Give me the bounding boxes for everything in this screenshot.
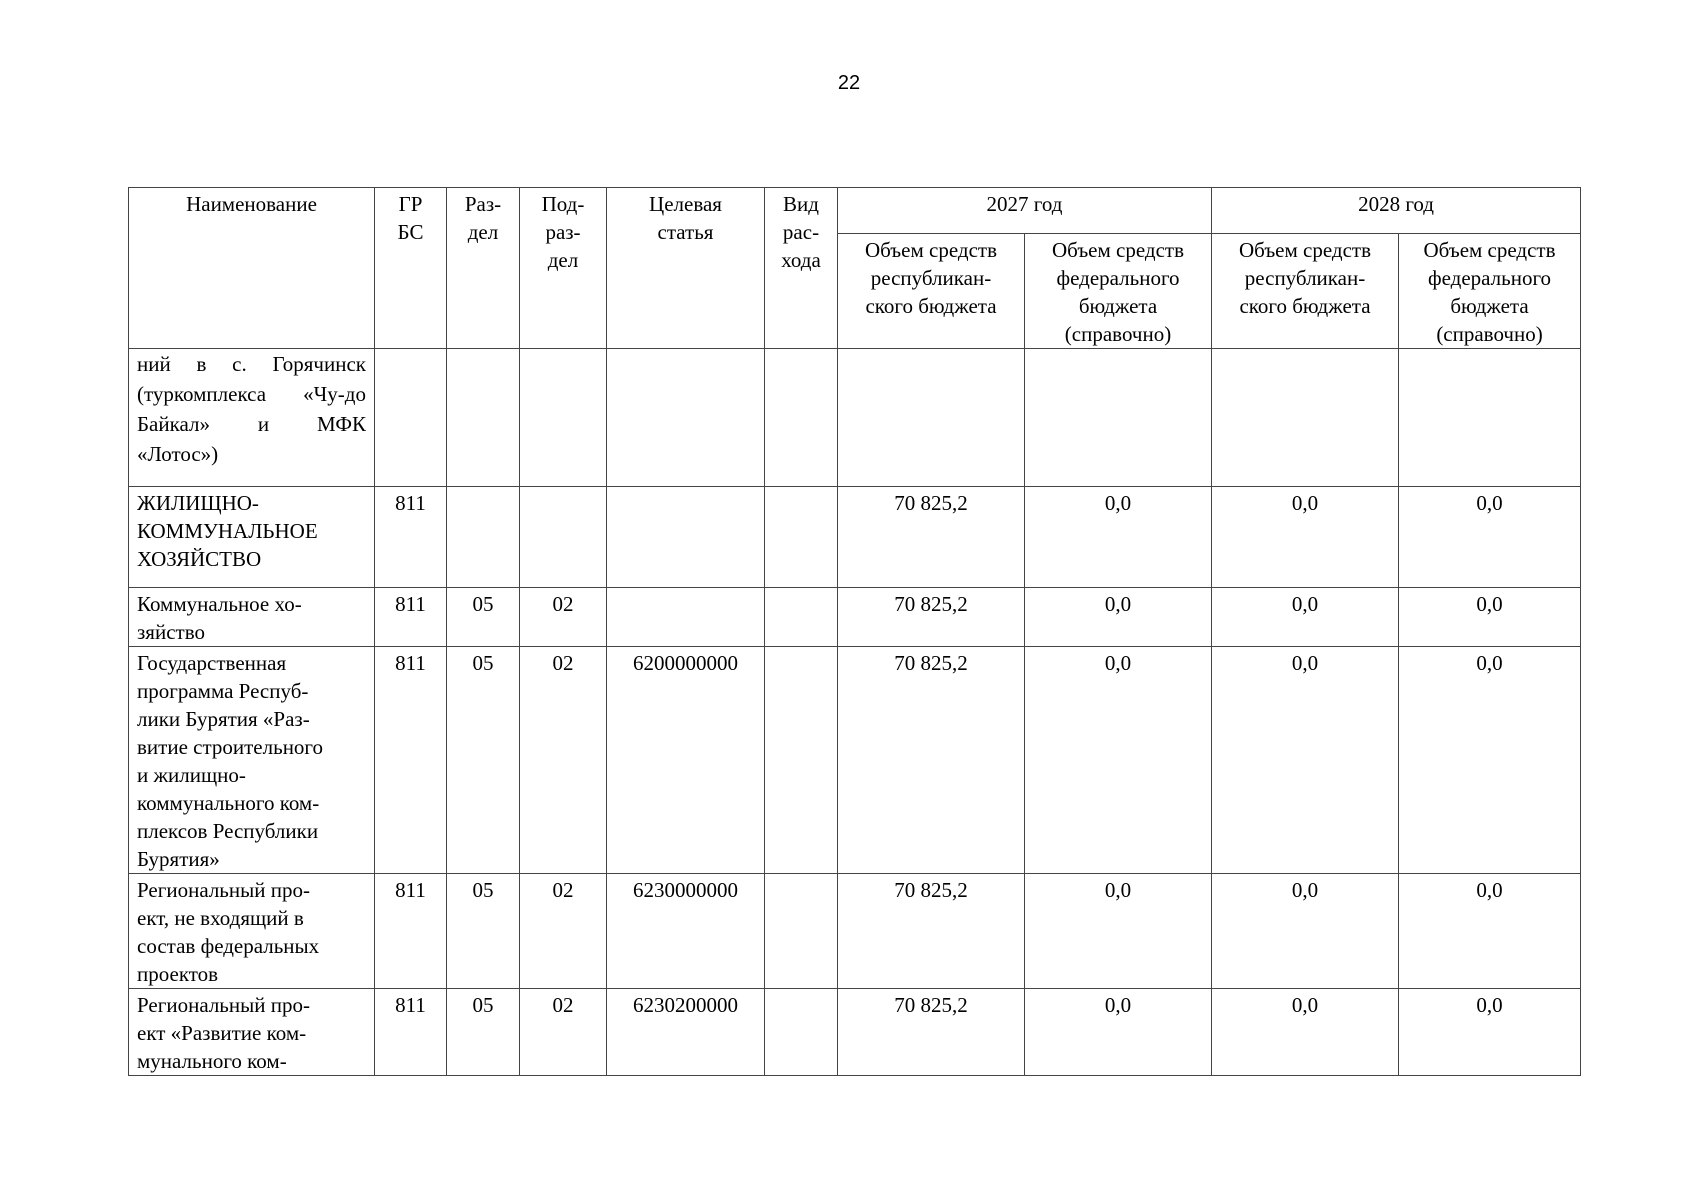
- row-grbs: 811: [375, 874, 447, 989]
- row-name: Коммунальное хо- зяйство: [129, 588, 375, 647]
- row-target: [607, 487, 765, 588]
- row-target: 6230200000: [607, 989, 765, 1076]
- row-fed-2027: 0,0: [1025, 874, 1212, 989]
- row-rep-2028: 0,0: [1212, 588, 1399, 647]
- row-fed-2027: 0,0: [1025, 487, 1212, 588]
- header-name: Наименование: [129, 188, 375, 349]
- row-fed-2027: [1025, 349, 1212, 487]
- row-rep-2027: 70 825,2: [838, 588, 1025, 647]
- header-rep-budget-2027: Объем средств республикан- ского бюджета: [838, 234, 1025, 349]
- header-grbs: ГР БС: [375, 188, 447, 349]
- row-razdel: 05: [447, 989, 520, 1076]
- row-grbs: 811: [375, 588, 447, 647]
- row-rep-2028: 0,0: [1212, 487, 1399, 588]
- row-target: 6230000000: [607, 874, 765, 989]
- table-row: [129, 874, 1581, 989]
- row-podrazdel: [520, 487, 607, 588]
- row-fed-2028: 0,0: [1399, 487, 1581, 588]
- row-podrazdel: 02: [520, 989, 607, 1076]
- row-podrazdel: 02: [520, 588, 607, 647]
- row-rep-2028: [1212, 349, 1399, 487]
- row-rep-2028: 0,0: [1212, 647, 1399, 874]
- header-podrazdel: Под- раз- дел: [520, 188, 607, 349]
- table-row: [129, 487, 1581, 588]
- header-year-2028: 2028 год: [1212, 188, 1581, 234]
- row-fed-2027: 0,0: [1025, 647, 1212, 874]
- row-fed-2027: 0,0: [1025, 588, 1212, 647]
- row-target: 6200000000: [607, 647, 765, 874]
- row-rep-2028: 0,0: [1212, 989, 1399, 1076]
- row-vid: [765, 874, 838, 989]
- table-row: [129, 989, 1581, 1076]
- page-number: 22: [837, 72, 861, 94]
- row-rep-2027: 70 825,2: [838, 647, 1025, 874]
- table-row: [129, 647, 1581, 874]
- row-name: ний в с. Горячинск (туркомплекса «Чу-до Байкал» и МФК «Лотос»): [129, 349, 375, 487]
- row-name: Региональный про- ект, не входящий в состав федеральных проектов: [129, 874, 375, 989]
- row-vid: [765, 487, 838, 588]
- row-grbs: 811: [375, 989, 447, 1076]
- header-row-1: [129, 188, 1581, 234]
- header-year-2027: 2027 год: [838, 188, 1212, 234]
- row-podrazdel: 02: [520, 874, 607, 989]
- header-expense-type: Вид рас- хода: [765, 188, 838, 349]
- row-grbs: 811: [375, 647, 447, 874]
- row-razdel: [447, 349, 520, 487]
- row-podrazdel: 02: [520, 647, 607, 874]
- row-podrazdel: [520, 349, 607, 487]
- row-vid: [765, 349, 838, 487]
- header-razdel: Раз- дел: [447, 188, 520, 349]
- row-fed-2028: 0,0: [1399, 989, 1581, 1076]
- row-razdel: 05: [447, 647, 520, 874]
- header-fed-budget-2027: Объем средств федерального бюджета (справочно): [1025, 234, 1212, 349]
- row-vid: [765, 647, 838, 874]
- row-name: ЖИЛИЩНО- КОММУНАЛЬНОЕ ХОЗЯЙСТВО: [129, 487, 375, 588]
- row-name: Государственная программа Респуб- лики Бурятия «Раз- витие строительного и жилищно- коммунального ком- плексов Республики Бурятия»: [129, 647, 375, 874]
- row-fed-2027: 0,0: [1025, 989, 1212, 1076]
- row-razdel: [447, 487, 520, 588]
- row-rep-2027: 70 825,2: [838, 487, 1025, 588]
- row-vid: [765, 989, 838, 1076]
- row-fed-2028: 0,0: [1399, 874, 1581, 989]
- row-razdel: 05: [447, 588, 520, 647]
- row-grbs: [375, 349, 447, 487]
- row-target: [607, 588, 765, 647]
- row-name: Региональный про- ект «Развитие ком- мунального ком-: [129, 989, 375, 1076]
- table-row: [129, 588, 1581, 647]
- row-fed-2028: 0,0: [1399, 588, 1581, 647]
- header-fed-budget-2028: Объем средств федерального бюджета (справочно): [1399, 234, 1581, 349]
- row-rep-2028: 0,0: [1212, 874, 1399, 989]
- row-rep-2027: 70 825,2: [838, 989, 1025, 1076]
- row-grbs: 811: [375, 487, 447, 588]
- row-rep-2027: [838, 349, 1025, 487]
- row-fed-2028: 0,0: [1399, 647, 1581, 874]
- row-vid: [765, 588, 838, 647]
- row-target: [607, 349, 765, 487]
- row-rep-2027: 70 825,2: [838, 874, 1025, 989]
- row-fed-2028: [1399, 349, 1581, 487]
- table-row: [129, 349, 1581, 487]
- budget-table: [128, 187, 1581, 1076]
- row-razdel: 05: [447, 874, 520, 989]
- header-rep-budget-2028: Объем средств республикан- ского бюджета: [1212, 234, 1399, 349]
- header-target-article: Целевая статья: [607, 188, 765, 349]
